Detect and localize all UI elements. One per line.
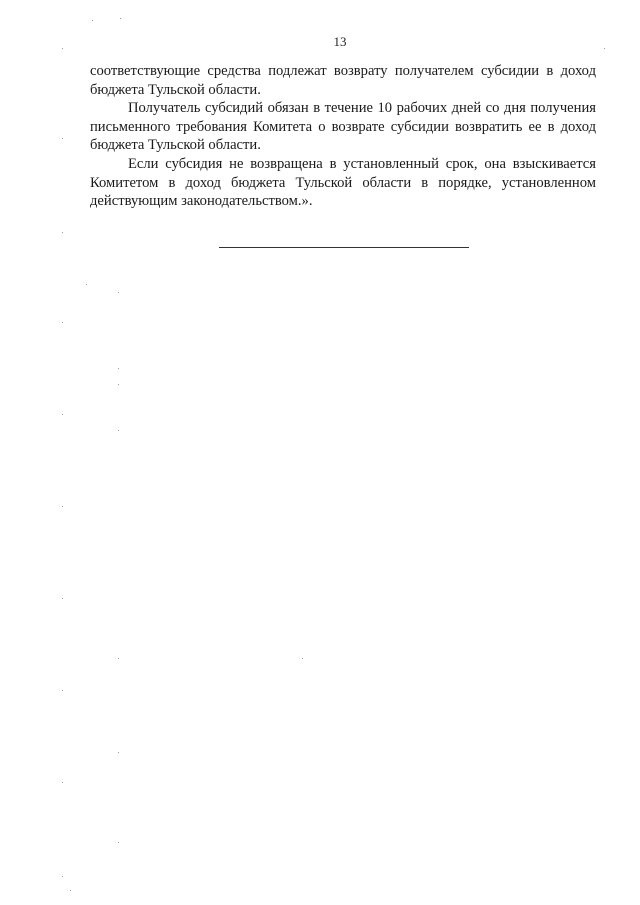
scan-speck — [118, 292, 119, 293]
end-separator-line — [219, 247, 469, 248]
scan-speck — [118, 430, 119, 431]
body-text — [90, 62, 596, 211]
paragraph-1: соответствующие средства подлежат возврату получателем субсидии в доход бюджета Тульской области. — [90, 63, 596, 98]
scan-speck — [62, 598, 63, 599]
page-number: 13 — [333, 34, 347, 49]
scan-speck — [62, 232, 63, 233]
paragraph-2: Получатель субсидий обязан в течение 10 рабочих дней со дня получения письменного требования Комитета о возврате субсидии возвратить ее в доход бюджета Тульской области. — [90, 100, 596, 154]
scan-speck — [62, 414, 63, 415]
scan-speck — [118, 658, 119, 659]
paragraph-3: Если субсидия не возвращена в установленный срок, она взыскивается Комитетом в доход бюджета Тульской области в порядке, установленном действующим законодательством.». — [90, 155, 596, 210]
scan-speck — [302, 658, 303, 659]
scan-speck — [62, 506, 63, 507]
scan-speck — [62, 322, 63, 323]
scan-speck — [62, 690, 63, 691]
scan-speck — [118, 752, 119, 753]
scan-speck — [62, 782, 63, 783]
scan-speck — [118, 384, 119, 385]
scan-speck — [70, 890, 71, 891]
scan-speck — [604, 48, 605, 49]
scan-speck — [62, 48, 63, 49]
scan-speck — [118, 368, 119, 369]
scan-speck — [118, 842, 119, 843]
scan-speck — [62, 876, 63, 877]
scan-speck — [120, 18, 121, 19]
scan-speck — [92, 20, 93, 21]
scan-speck — [62, 138, 63, 139]
scan-speck — [86, 284, 87, 285]
